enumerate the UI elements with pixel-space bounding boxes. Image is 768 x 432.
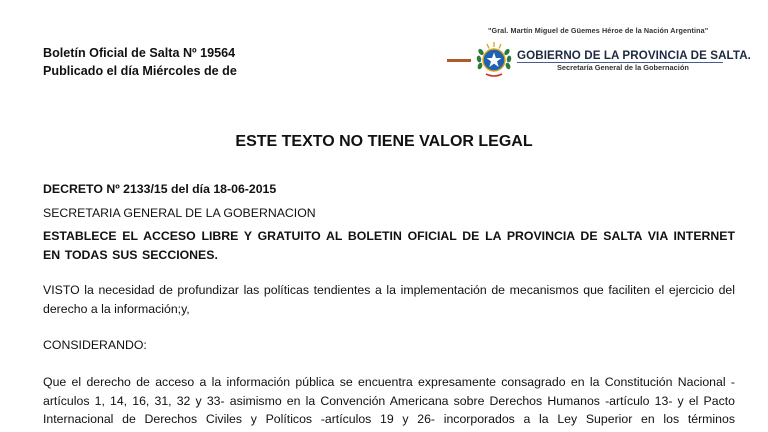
seal-graphic — [475, 40, 513, 80]
bulletin-number: Boletín Oficial de Salta Nº 19564 — [43, 46, 236, 60]
publication-date: Publicado el día Miércoles de de — [43, 64, 237, 78]
issuing-department: SECRETARIA GENERAL DE LA GOBERNACION — [43, 206, 316, 220]
visto-paragraph: VISTO la necesidad de profundizar las políticas tendientes a la implementación de mecanismos que faciliten el ejercicio del derecho a la información;y, — [43, 283, 735, 316]
legal-disclaimer: ESTE TEXTO NO TIENE VALOR LEGAL — [235, 133, 533, 150]
brand-accent-bar — [447, 59, 471, 62]
decree-subject: ESTABLECE EL ACCESO LIBRE Y GRATUITO AL BOLETIN OFICIAL DE LA PROVINCIA DE SALTA VIA INTERNET EN TODAS SUS SECCIONES. — [43, 229, 735, 262]
government-name: GOBIERNO DE LA PROVINCIA DE SALTA. — [517, 49, 751, 62]
provincial-seal-icon — [475, 40, 513, 80]
considerando-heading: CONSIDERANDO: — [43, 338, 147, 352]
government-motto: "Gral. Martín Miguel de Güemes Héroe de la Nación Argentina" — [488, 26, 709, 35]
considerando-paragraph-1: Que el derecho de acceso a la información pública se encuentra expresamente consagrado en la Constitución Nacional -artículos 1, 14, 16, 31, 32 y 33- asimismo en la Convención Americana sobre Derechos Humanos -artículo 13- y el Pacto Internacional de Derechos Civiles y Políticos -artículos 19 y 26- incorporados a la Ley Superior en los términos — [43, 375, 735, 426]
decree-number: DECRETO Nº 2133/15 del día 18-06-2015 — [43, 182, 277, 196]
government-secretariat: Secretaría General de la Gobernación — [557, 63, 689, 72]
publication-info — [43, 44, 237, 80]
